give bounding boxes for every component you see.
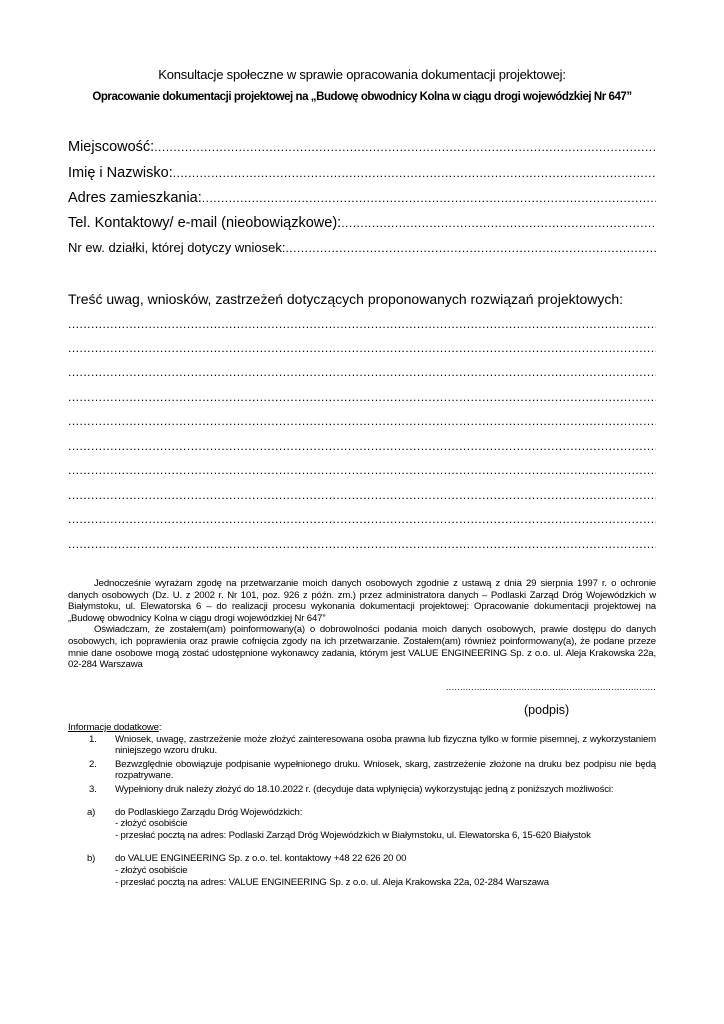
- info-colon: :: [158, 722, 162, 733]
- info-item: [68, 784, 656, 796]
- consent-paragraph-1: Jednocześnie wyrażam zgodę na przetwarzanie moich danych osobowych zgodnie z ustawą z dnia 29 sierpnia 1997 r. o ochronie danych osobowych (Dz. U. z 2002 r. Nr 101, poz. 926 z późn. zm.) przez administratora danych – Podlaski Zarząd Dróg Wojewódzkich w Białymstoku, ul. Elewatorska 6 – do realizacji procesu wykonania dokumentacji projektowej: Opracowanie dokumentacji projektowej na „Budowę obwodnicy Kolna w ciągu drogi wojewódzkiej Nr 647”: [68, 578, 656, 624]
- consent-paragraph-2: Oświadczam, że zostałem(am) poinformowany(a) o dobrowolności podania moich danych osobowych, prawie dostępu do danych osobowych, ich poprawienia oraz prawie cofnięcia zgody na ich przetwarzanie. Zostałem(am) również poinformowany(a), że podane przeze mnie dane osobowe mogą zostać udostępnione wykonawcy zadania, którym jest VALUE ENGINEERING Sp. z o.o. ul. Aleja Krakowska 22a, 02-284 Warszawa: [68, 624, 656, 671]
- field-label-miejscowosc: Miejscowość:: [68, 139, 155, 155]
- field-telefon-email[interactable]: [68, 215, 656, 231]
- info-item: [68, 734, 656, 757]
- submission-option-a: [68, 807, 656, 842]
- info-item-number: 3.: [89, 783, 97, 795]
- comment-line[interactable]: [68, 538, 656, 550]
- fill-dots: [202, 191, 656, 205]
- option-line: - złożyć osobiście: [115, 818, 188, 830]
- additional-info: [68, 722, 656, 888]
- consent-text: [68, 578, 656, 671]
- comment-line[interactable]: [68, 318, 656, 330]
- field-adres[interactable]: [68, 190, 656, 206]
- info-list: [68, 734, 656, 796]
- field-imie-nazwisko[interactable]: [68, 165, 656, 181]
- fill-dots: [341, 216, 656, 230]
- comments-heading: Treść uwag, wniosków, zastrzeżeń dotyczących proponowanych rozwiązań projektowych:: [68, 291, 624, 307]
- info-item: [68, 759, 656, 782]
- option-letter: a): [87, 806, 96, 818]
- field-label-adres: Adres zamieszkania:: [68, 190, 202, 206]
- field-label-tel: Tel. Kontaktowy/ e-mail (nieobowiązkowe):: [68, 215, 342, 231]
- fill-dots: [154, 140, 656, 154]
- option-line: - złożyć osobiście: [115, 864, 188, 876]
- comment-line[interactable]: [68, 415, 656, 427]
- comment-line[interactable]: [68, 489, 656, 501]
- info-item-text: Bezwzględnie obowiązuje podpisanie wypełnionego druku. Wniosek, skarg, zastrzeżenie złożone na druku bez podpisu nie będą rozpatrywane.: [115, 758, 656, 782]
- info-item-text: Wypełniony druk należy złożyć do 18.10.2022 r. (decyduje data wpłynięcia) wykorzystując jedną z poniższych możliwości:: [115, 783, 614, 795]
- option-line: - przesłać pocztą na adres: VALUE ENGINEERING Sp. z o.o. ul. Aleja Krakowska 22a, 02-284 Warszawa: [115, 876, 549, 888]
- page-subtitle: Opracowanie dokumentacji projektowej na „Budowę obwodnicy Kolna w ciągu drogi wojewódzkiej Nr 647”: [92, 91, 632, 103]
- option-heading: do Podlaskiego Zarządu Dróg Wojewódzkich:: [115, 806, 303, 818]
- option-heading: do VALUE ENGINEERING Sp. z o.o. tel. kontaktowy +48 22 626 20 00: [115, 853, 407, 865]
- comment-line[interactable]: [68, 391, 656, 403]
- info-item-text: Wniosek, uwagę, zastrzeżenie może złożyć zainteresowana osoba prawna lub fizyczna tylko w formie pisemnej, z wykorzystaniem niniejszego wzoru druku.: [115, 733, 656, 757]
- comment-line[interactable]: [68, 366, 656, 378]
- fill-dots: [285, 241, 656, 255]
- option-line: - przesłać pocztą na adres: Podlaski Zarząd Dróg Wojewódzkich w Białymstoku, ul. Elewatorska 6, 15-620 Białystok: [115, 829, 591, 841]
- option-letter: b): [87, 853, 96, 865]
- comment-line[interactable]: [68, 440, 656, 452]
- submission-option-b: [68, 853, 656, 888]
- signature-line[interactable]: [446, 682, 656, 692]
- field-label-dzialka: Nr ew. działki, której dotyczy wniosek:: [68, 240, 286, 255]
- info-heading: [68, 722, 656, 734]
- info-title: Informacje dodatkowe: [68, 722, 159, 733]
- info-item-number: 1.: [89, 733, 97, 745]
- comment-line[interactable]: [68, 464, 656, 476]
- fill-dots: [173, 166, 656, 180]
- page-title: Konsultacje społeczne w sprawie opracowania dokumentacji projektowej:: [158, 67, 566, 82]
- field-nr-dzialki[interactable]: [68, 240, 656, 255]
- field-miejscowosc[interactable]: [68, 139, 656, 155]
- info-item-number: 2.: [89, 758, 97, 770]
- comment-line[interactable]: [68, 342, 656, 354]
- signature-label: (podpis): [524, 703, 570, 717]
- comment-line[interactable]: [68, 513, 656, 525]
- field-label-imie: Imię i Nazwisko:: [68, 165, 173, 181]
